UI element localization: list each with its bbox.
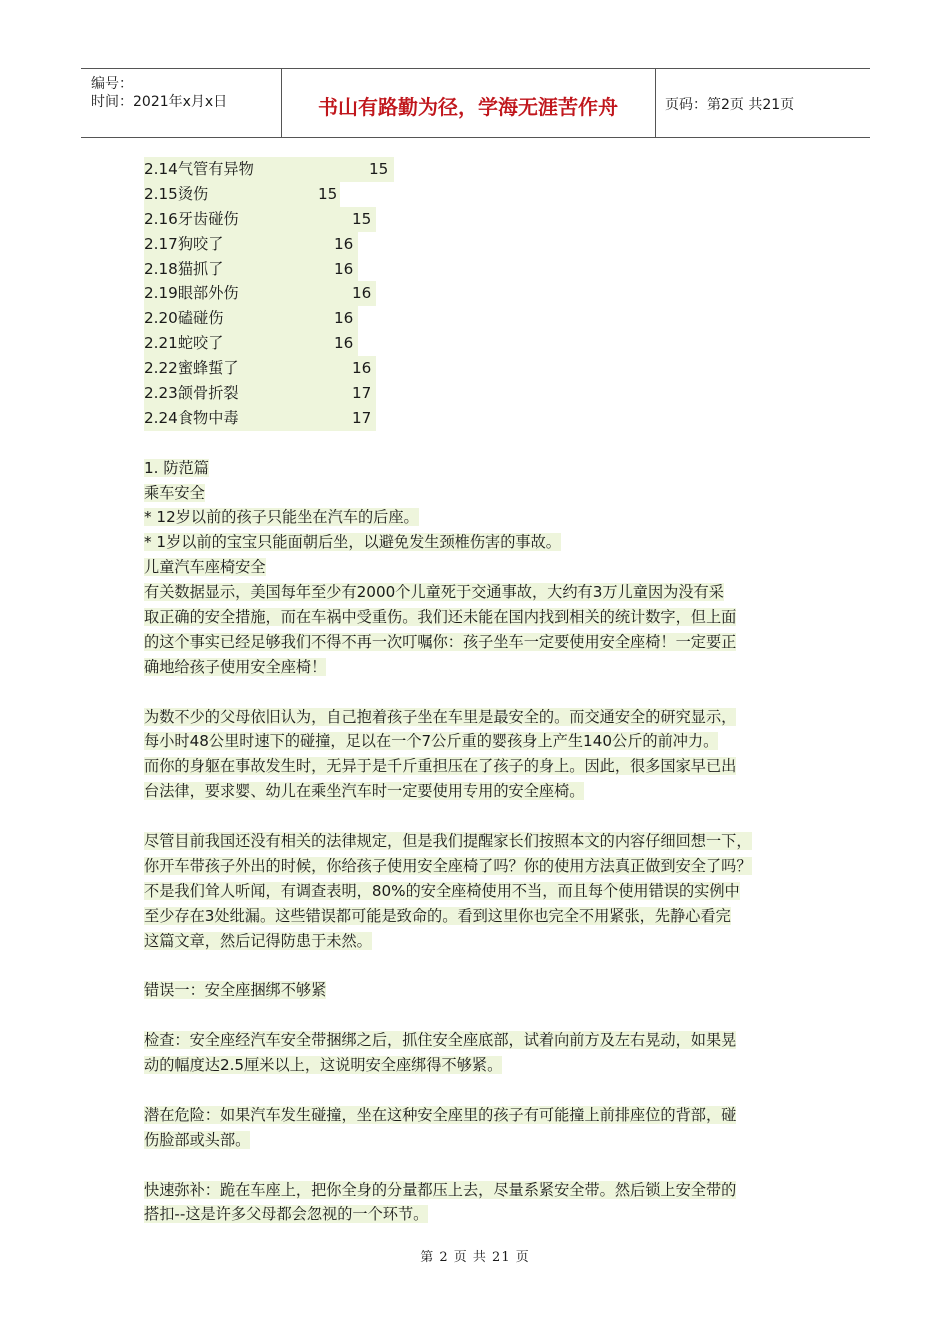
- toc: [144, 157, 804, 431]
- toc-entry: 2.24食物中毒 17: [144, 406, 804, 431]
- toc-entry: 2.17狗咬了 16: [144, 232, 804, 257]
- code-label: 编号：: [91, 76, 133, 92]
- toc-page-number: 17: [352, 384, 372, 403]
- paragraph-fix: 快速弥补：跪在车座上，把你全身的分量都压上去，尽量系紧安全带。然后锁上安全带的 搭扣--这是许多父母都会忽视的一个环节。: [144, 1180, 737, 1224]
- toc-page-number: 16: [352, 284, 372, 303]
- toc-page-number: 16: [334, 234, 354, 253]
- toc-entry: 2.15烫伤 15: [144, 182, 804, 207]
- toc-page-number: 15: [318, 184, 338, 203]
- paragraph-danger: 潜在危险：如果汽车发生碰撞，坐在这种安全座里的孩子有可能撞上前排座位的背部，碰 伤脸部或头部。: [144, 1105, 737, 1149]
- page-code: 页码：第2页 共21页: [665, 97, 795, 113]
- page-header: [81, 68, 870, 138]
- page-footer: 第 2 页 共 21 页: [420, 1250, 530, 1265]
- toc-entry: 2.23颌骨折裂 17: [144, 381, 804, 406]
- bullet-item: * 1岁以前的宝宝只能面朝后坐，以避免发生颈椎伤害的事故。: [144, 533, 561, 552]
- motto: 书山有路勤为径，学海无涯苦作舟: [318, 95, 618, 119]
- toc-page-number: 17: [352, 408, 372, 427]
- date-label: 时间：2021年x月x日: [91, 94, 228, 110]
- toc-entry: 2.18猫抓了 16: [144, 257, 804, 282]
- paragraph-check: 检查：安全座经汽车安全带捆绑之后，抓住安全座底部，试着向前方及左右晃动，如果晃 动的幅度达2.5厘米以上，这说明安全座绑得不够紧。: [144, 1031, 737, 1075]
- subheading-ride-safety: 乘车安全: [144, 483, 205, 502]
- toc-entry: 2.20磕碰伤 16: [144, 306, 804, 331]
- toc-entry: 2.19眼部外伤 16: [144, 281, 804, 306]
- toc-page-number: 16: [334, 259, 354, 278]
- bullet-item: * 12岁以前的孩子只能坐在汽车的后座。: [144, 508, 419, 527]
- toc-entry: 2.21蛇咬了 16: [144, 331, 804, 356]
- toc-entry: 2.14气管有异物 15: [144, 157, 804, 182]
- toc-entry: 2.16牙齿碰伤 15: [144, 207, 804, 232]
- header-left-cell: [81, 69, 282, 137]
- toc-entry: 2.22蜜蜂蜇了 16: [144, 356, 804, 381]
- toc-page-number: 16: [334, 309, 354, 328]
- paragraph-reminder: 尽管目前我国还没有相关的法律规定，但是我们提醒家长们按照本文的内容仔细回想一下， 你开车带孩子外出的时候，你给孩子使用安全座椅了吗？你的使用方法真正做到安全了吗？ 不是我们耸人听闻，有调查表明，80%的安全座椅使用不当，而且每个使用错误的实例中 至少存在3处纰漏。这些错误都可能是致命的。看到这里你也完全不用紧张，先静心看完 这篇文章，然后记得防患于未然。: [144, 832, 752, 950]
- document-body: [144, 157, 804, 1227]
- section-title: 1. 防范篇: [144, 458, 209, 477]
- toc-page-number: 16: [352, 359, 372, 378]
- toc-page-number: 15: [369, 160, 389, 178]
- paragraph-statistics: 有关数据显示，美国每年至少有2000个儿童死于交通事故，大约有3万儿童因为没有采 取正确的安全措施，而在车祸中受重伤。我们还未能在国内找到相关的统计数字，但上面 的这个事实已经足够我们不得不再一次叮嘱你：孩子坐车一定要使用安全座椅！一定要正 确地给孩子使用安全座椅！: [144, 583, 737, 676]
- toc-page-number: 15: [352, 209, 372, 228]
- header-mid-cell: [281, 69, 656, 137]
- subheading-child-seat: 儿童汽车座椅安全: [144, 558, 266, 577]
- error-heading: 错误一：安全座捆绑不够紧: [144, 981, 327, 1000]
- header-right-cell: [655, 69, 870, 137]
- paragraph-research: 为数不少的父母依旧认为，自己抱着孩子坐在车里是最安全的。而交通安全的研究显示， 每小时48公里时速下的碰撞，足以在一个7公斤重的婴孩身上产生140公斤的前冲力。 而你的身躯在事故发生时，无异于是千斤重担压在了孩子的身上。因此，很多国家早已出 台法律，要求婴、幼儿在乘坐汽车时一定要使用专用的安全座椅。: [144, 707, 737, 801]
- toc-page-number: 16: [334, 334, 354, 353]
